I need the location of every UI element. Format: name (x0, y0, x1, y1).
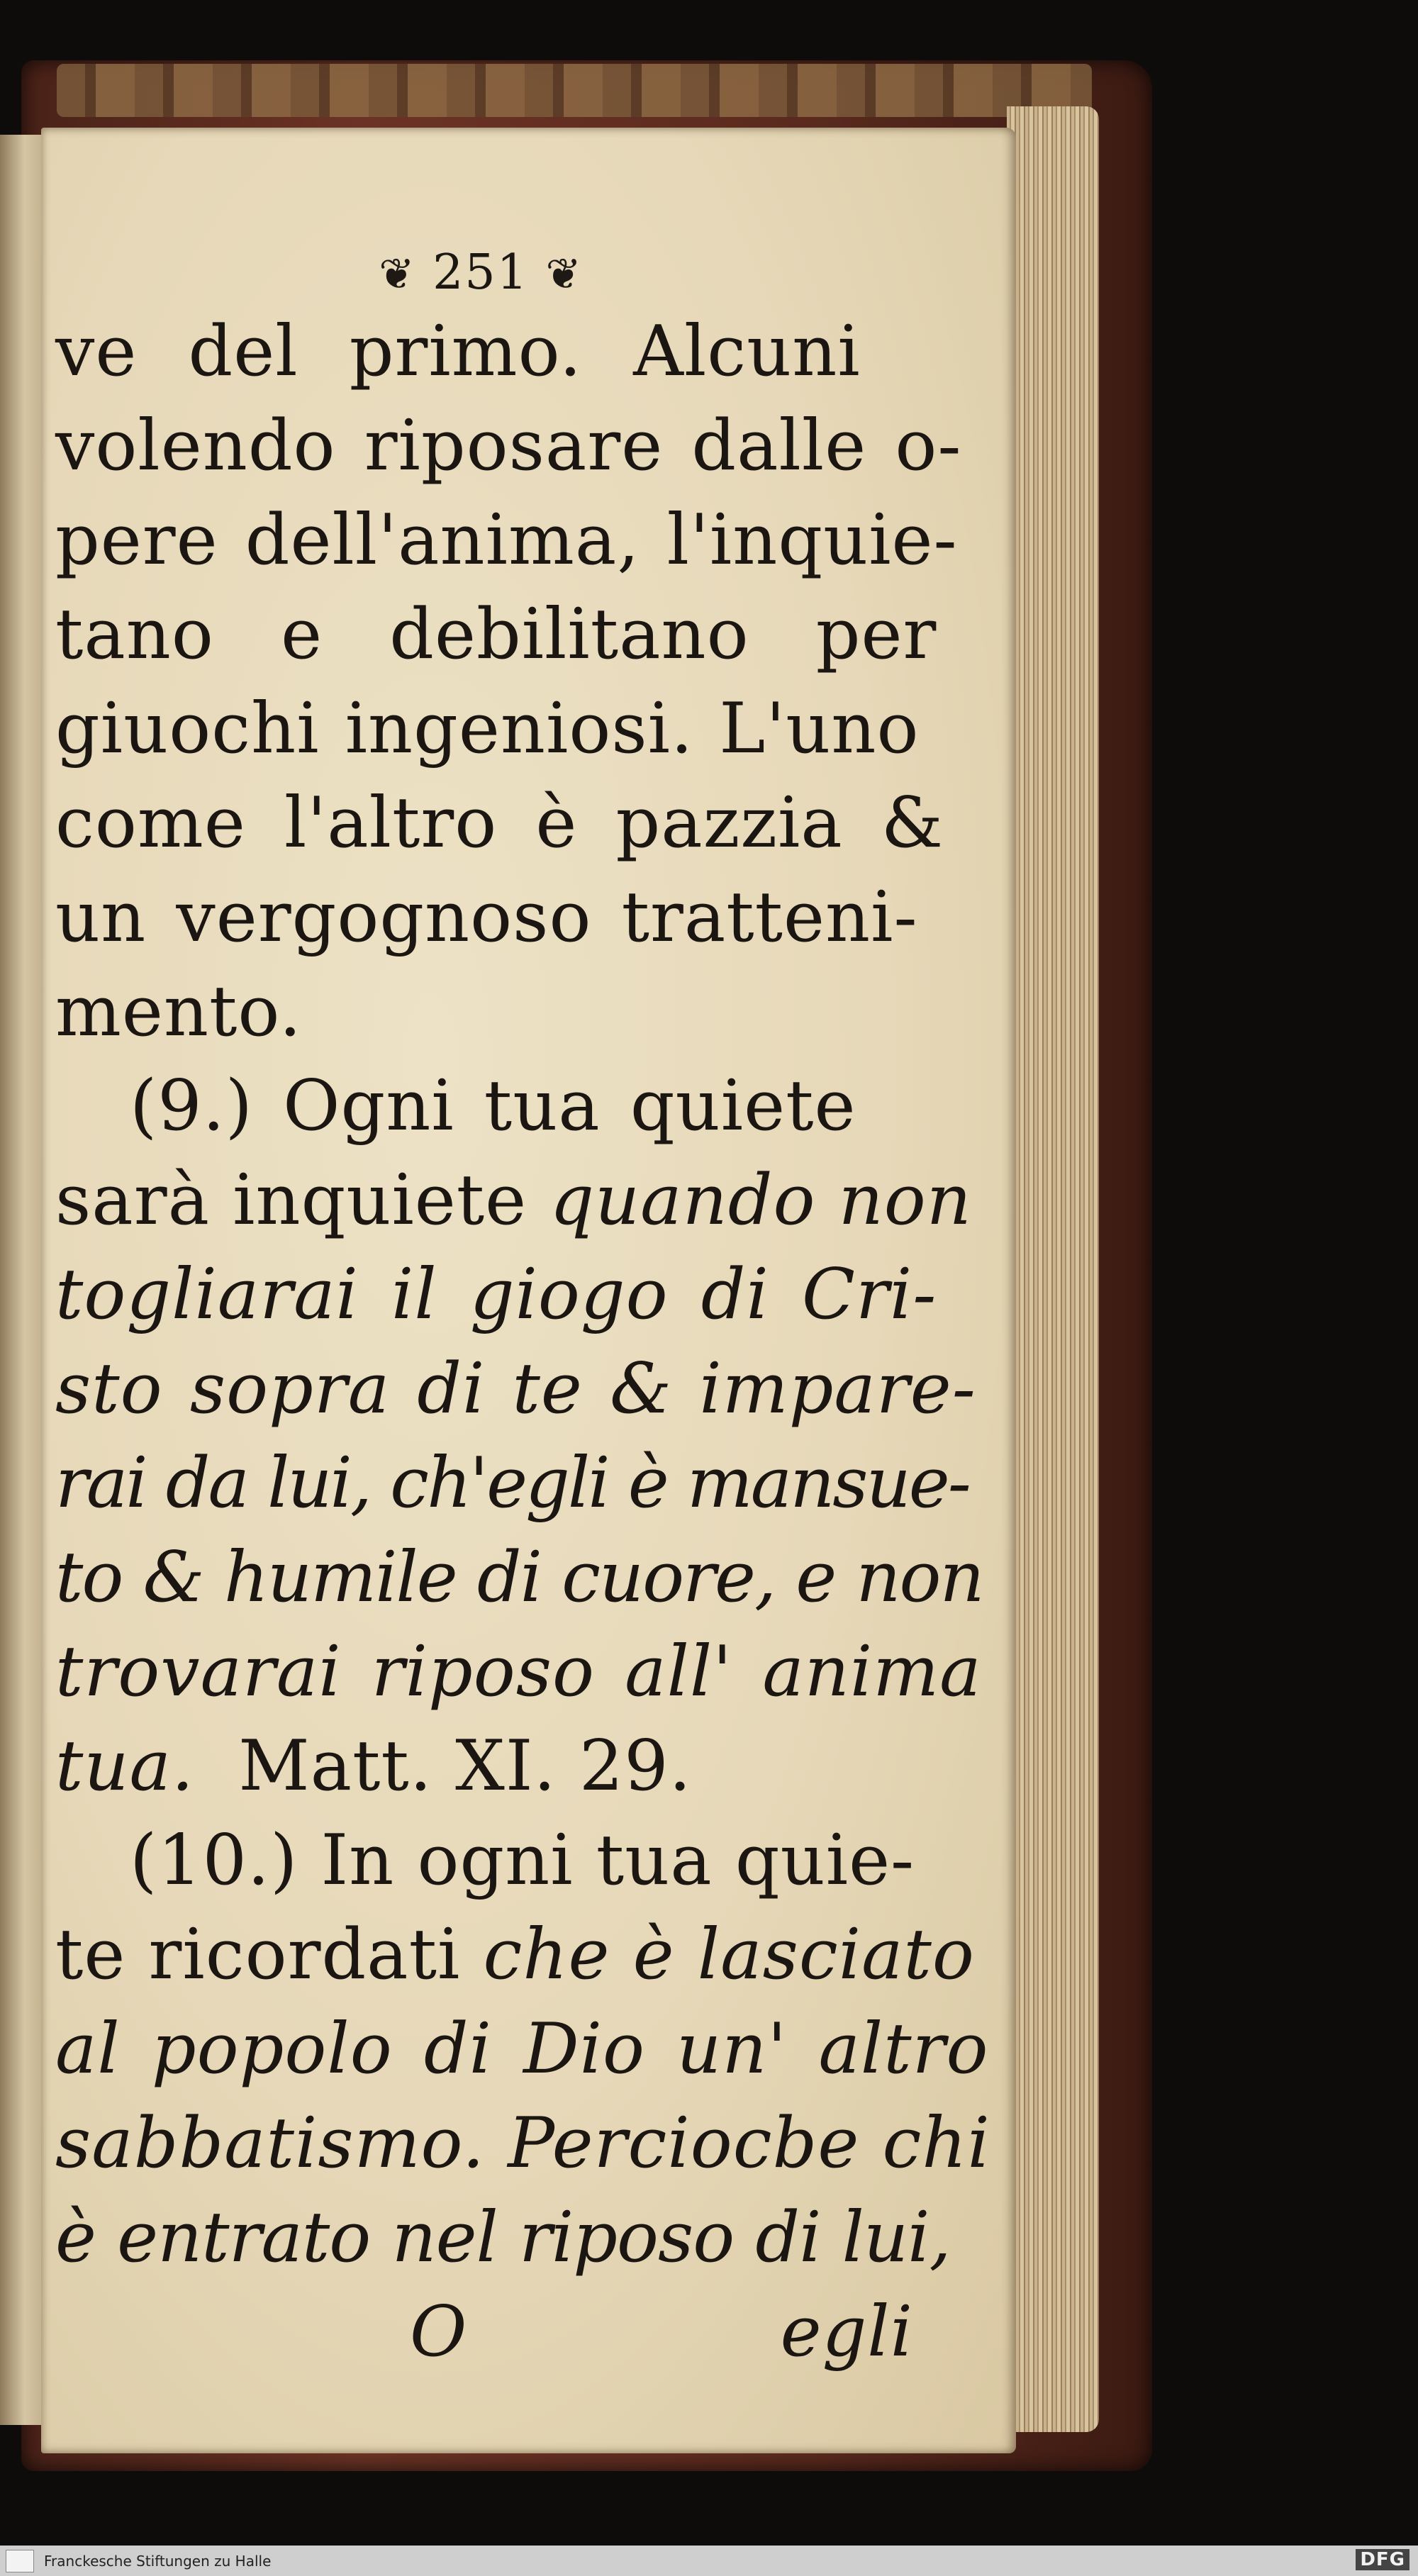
text-line: giuochi ingeniosi. L'uno (55, 688, 920, 769)
italic-span: che è lasciato (483, 1914, 975, 1995)
text-span: te ricordati (55, 1914, 461, 1995)
page-footer-line (55, 2285, 927, 2380)
text-line: un vergognoso tratteni- (55, 877, 918, 958)
credit-label: Franckesche Stiftungen zu Halle (44, 2553, 272, 2570)
viewer-footer (0, 2546, 1418, 2576)
dfg-logo: DFG (1356, 2549, 1409, 2570)
text-line (55, 1908, 975, 2002)
institution-logo-icon (6, 2550, 34, 2572)
left-facing-page (0, 135, 41, 2425)
page-number: 251 (432, 245, 529, 301)
italic-line: rai da lui, ch'egli è mansue- (55, 1443, 969, 1524)
right-ornament-icon: ❦ (545, 250, 583, 299)
text-line: ve del primo. Alcuni (55, 311, 861, 392)
italic-line: sabbatismo. Perciocbe chi (55, 2103, 990, 2184)
italic-line: trovarai riposo all' anima (55, 1632, 982, 1712)
text-line: tano e debilitano per (55, 594, 937, 675)
signature-mark: O (410, 2292, 468, 2373)
italic-line: al popolo di Dio un' altro (55, 2009, 989, 2090)
italic-line: è entrato nel riposo di lui, (55, 2197, 951, 2278)
text-line (55, 1719, 927, 1814)
page-edges (1007, 106, 1099, 2432)
text-span: sarà inquiete (55, 1160, 527, 1241)
text-line: come l'altro è pazzia & (55, 783, 944, 864)
text-line: (10.) In ogni tua quie- (130, 1820, 915, 1901)
book-cover-top-edge (57, 64, 1092, 117)
italic-span: quando non (549, 1160, 972, 1241)
text-line: (9.) Ogni tua quiete (130, 1066, 856, 1147)
italic-line: togliarai il giogo di Cri- (55, 1254, 937, 1335)
text-span: Matt. XI. 29. (238, 1726, 692, 1807)
book-page (41, 128, 1016, 2453)
text-line (55, 1154, 972, 1248)
page-text (55, 241, 990, 2380)
italic-line: sto sopra di te & impare- (55, 1349, 976, 1429)
page-header (34, 241, 927, 305)
italic-line: to & humile di cuore, e non (55, 1537, 983, 1618)
left-ornament-icon: ❦ (379, 250, 416, 299)
catchword: egli (780, 2292, 913, 2373)
text-line: pere dell'anima, l'inquie- (55, 500, 958, 581)
text-line: mento. (55, 971, 302, 1052)
text-line: volendo riposare dalle o- (55, 406, 962, 486)
italic-span: tua. (55, 1726, 195, 1807)
